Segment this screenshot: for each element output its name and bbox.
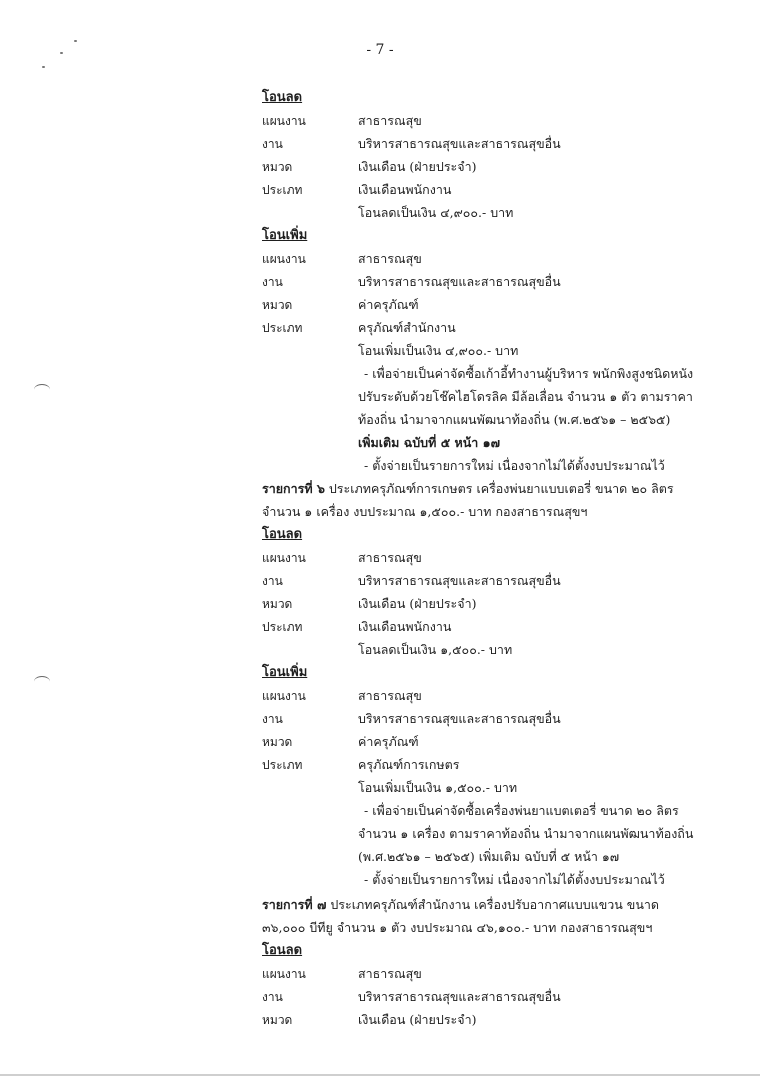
type-value: เงินเดือนพนักงาน [358, 619, 452, 634]
item-text: ประเภทครุภัณฑ์การเกษตร เครื่องพ่นยาแบบเตอรี่ ขนาด ๒๐ ลิตร [324, 481, 674, 496]
amount-text: โอนลดเป็นเงิน ๔,๙๐๐.- บาท [358, 205, 514, 220]
label-type: ประเภท [262, 321, 303, 335]
item-line [262, 897, 659, 913]
work-value: บริหารสาธารณสุขและสาธารณสุขอื่น [358, 989, 561, 1004]
label-plan: แผนงาน [262, 114, 306, 128]
description-line: - เพื่อจ่ายเป็นค่าจัดซื้อเก้าอี้ทำงานผู้บริหาร พนักพิงสูงชนิดหนัง [364, 366, 694, 381]
section-heading: โอนลด [262, 90, 303, 105]
label-category: หมวด [262, 298, 293, 312]
description-line: - เพื่อจ่ายเป็นค่าจัดซื้อเครื่องพ่นยาแบตเตอรี่ ขนาด ๒๐ ลิตร [364, 803, 679, 818]
plan-value: สาธารณสุข [358, 550, 422, 565]
label-plan: แผนงาน [262, 551, 306, 565]
scan-edge [0, 1074, 760, 1076]
label-work: งาน [262, 990, 283, 1004]
label-category: หมวด [262, 160, 293, 174]
label-type: ประเภท [262, 183, 303, 197]
work-value: บริหารสาธารณสุขและสาธารณสุขอื่น [358, 274, 561, 289]
description-line: เพิ่มเติม ฉบับที่ ๕ หน้า ๑๗ [358, 435, 501, 450]
section-heading: โอนลด [262, 527, 303, 542]
amount-text: โอนเพิ่มเป็นเงิน ๔,๙๐๐.- บาท [358, 343, 519, 358]
description-line: (พ.ศ.๒๕๖๑ – ๒๕๖๕) เพิ่มเติม ฉบับที่ ๕ หน้า ๑๗ [358, 849, 620, 864]
label-type: ประเภท [262, 758, 303, 772]
label-plan: แผนงาน [262, 252, 306, 266]
type-value: ครุภัณฑ์สำนักงาน [358, 320, 456, 335]
category-value: เงินเดือน (ฝ่ายประจำ) [358, 596, 477, 611]
category-value: เงินเดือน (ฝ่ายประจำ) [358, 159, 477, 174]
section-heading: โอนเพิ่ม [262, 665, 308, 680]
label-work: งาน [262, 712, 283, 726]
label-category: หมวด [262, 735, 293, 749]
item-label: รายการที่ ๗ [262, 897, 327, 912]
label-type: ประเภท [262, 620, 303, 634]
category-value: ค่าครุภัณฑ์ [358, 297, 419, 312]
description-line: ปรับระดับด้วยโช๊คไฮโดรลิค มีล้อเลื่อน จำนวน ๑ ตัว ตามราคา [358, 389, 693, 404]
plan-value: สาธารณสุข [358, 113, 422, 128]
work-value: บริหารสาธารณสุขและสาธารณสุขอื่น [358, 573, 561, 588]
type-value: ครุภัณฑ์การเกษตร [358, 757, 460, 772]
item-line: ๓๖,๐๐๐ บีทียู จำนวน ๑ ตัว งบประมาณ ๔๖,๑๐๐.- บาท กองสาธารณสุขฯ [262, 920, 653, 935]
page-number: - 7 - [366, 42, 394, 58]
description-line: ท้องถิ่น นำมาจากแผนพัฒนาท้องถิ่น (พ.ศ.๒๕๖๑ – ๒๕๖๕) [358, 412, 671, 427]
plan-value: สาธารณสุข [358, 966, 422, 981]
plan-value: สาธารณสุข [358, 251, 422, 266]
plan-value: สาธารณสุข [358, 688, 422, 703]
amount-text: โอนเพิ่มเป็นเงิน ๑,๕๐๐.- บาท [358, 780, 518, 795]
item-line: จำนวน ๑ เครื่อง งบประมาณ ๑,๕๐๐.- บาท กองสาธารณสุขฯ [262, 504, 588, 519]
description-line: - ตั้งจ่ายเป็นรายการใหม่ เนื่องจากไม่ได้ตั้งงบประมาณไว้ [364, 458, 665, 473]
work-value: บริหารสาธารณสุขและสาธารณสุขอื่น [358, 711, 561, 726]
label-work: งาน [262, 275, 283, 289]
label-work: งาน [262, 137, 283, 151]
work-value: บริหารสาธารณสุขและสาธารณสุขอื่น [358, 136, 561, 151]
label-work: งาน [262, 574, 283, 588]
label-category: หมวด [262, 597, 293, 611]
item-text: ประเภทครุภัณฑ์สำนักงาน เครื่องปรับอากาศแบบแขวน ขนาด [326, 897, 660, 912]
label-category: หมวด [262, 1013, 293, 1027]
item-label: รายการที่ ๖ [262, 481, 325, 496]
label-plan: แผนงาน [262, 967, 306, 981]
section-heading: โอนเพิ่ม [262, 228, 308, 243]
scan-speck [42, 66, 45, 68]
hole-punch-mark [34, 676, 50, 687]
amount-text: โอนลดเป็นเงิน ๑,๕๐๐.- บาท [358, 642, 513, 657]
section-heading: โอนลด [262, 943, 303, 958]
type-value: เงินเดือนพนักงาน [358, 182, 452, 197]
hole-punch-mark [34, 384, 50, 395]
category-value: ค่าครุภัณฑ์ [358, 734, 419, 749]
category-value: เงินเดือน (ฝ่ายประจำ) [358, 1012, 477, 1027]
description-line: จำนวน ๑ เครื่อง ตามราคาท้องถิ่น นำมาจากแผนพัฒนาท้องถิ่น [358, 826, 694, 841]
item-line [262, 481, 674, 497]
label-plan: แผนงาน [262, 689, 306, 703]
description-line: - ตั้งจ่ายเป็นรายการใหม่ เนื่องจากไม่ได้ตั้งงบประมาณไว้ [364, 872, 665, 887]
